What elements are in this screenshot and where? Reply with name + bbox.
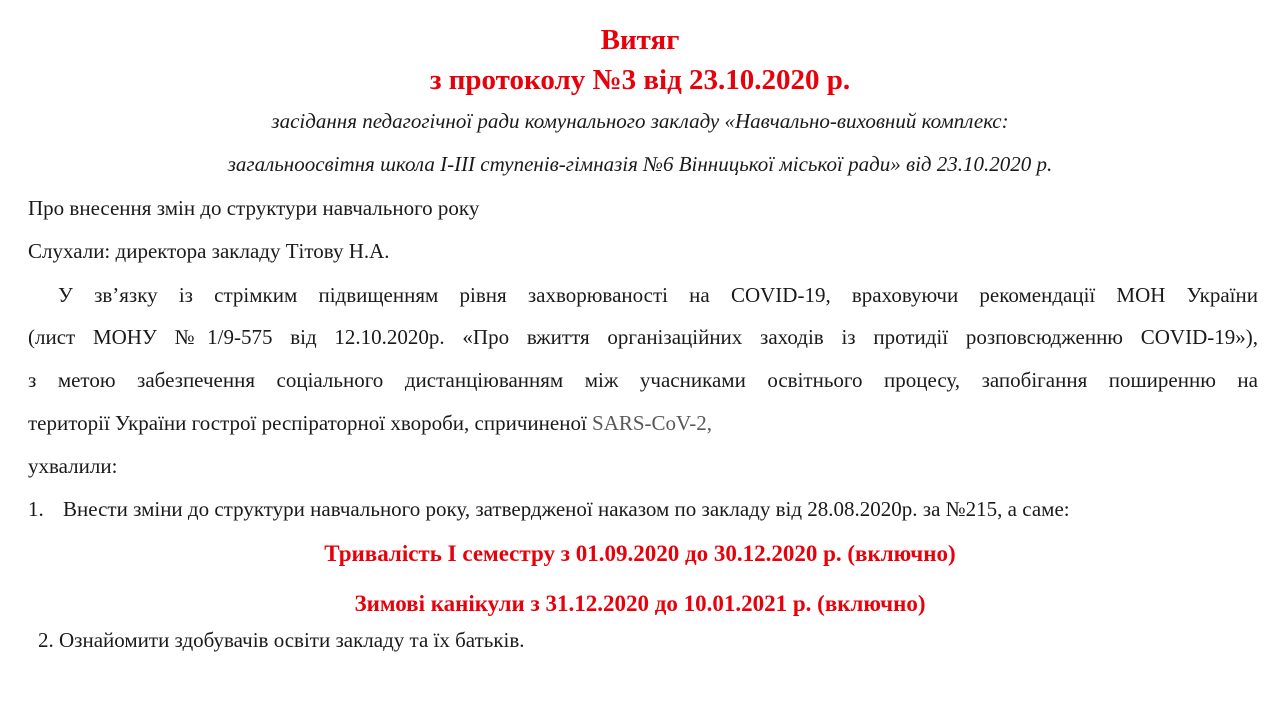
meeting-description-line1: засідання педагогічної ради комунального закладу «Навчально-виховний комплекс: — [271, 109, 1009, 133]
resolved-label: ухвалили: — [28, 454, 118, 478]
paragraph-line4 — [28, 409, 712, 437]
agenda-topic: Про внесення змін до структури навчального року — [28, 196, 480, 220]
item1-text: Внести зміни до структури навчального року, затвердженої наказом по закладу від 28.08.2020р. за №215, а саме: — [63, 497, 1070, 521]
paragraph-line3: з метою забезпечення соціального дистанціюванням між учасниками освітнього процесу, запобігання поширенню на — [28, 368, 1258, 392]
item1-number: 1. — [28, 497, 44, 521]
virus-name: SARS-CoV-2, — [592, 411, 713, 435]
protocol-heading: з протоколу №3 від 23.10.2020 р. — [429, 64, 851, 96]
document-title: Витяг — [600, 24, 680, 56]
resolution-item-1 — [28, 495, 1070, 523]
meeting-description-line2: загальноосвітня школа І-ІІІ ступенів-гімназія №6 Вінницької міської ради» від 23.10.2020 р. — [227, 152, 1053, 176]
holiday-dates: Зимові канікули з 31.12.2020 до 10.01.2021 р. (включно) — [354, 591, 926, 616]
paragraph-line2: (лист МОНУ №1/9-575 від 12.10.2020р. «Про вжиття організаційних заходів із протидії розповсюдженню COVID-19»), — [28, 325, 1258, 349]
paragraph-line1: У зв’язку із стрімким підвищенням рівня захворюваності на COVID-19, враховуючи рекомендації МОН України — [58, 283, 1258, 307]
resolution-item-2: 2. Ознайомити здобувачів освіти закладу та їх батьків. — [38, 628, 525, 652]
paragraph-line4-text: території України гострої респіраторної хвороби, спричиненої — [28, 411, 593, 435]
heard-speaker: Слухали: директора закладу Тітову Н.А. — [28, 239, 390, 263]
semester-dates: Тривалість І семестру з 01.09.2020 до 30.12.2020 р. (включно) — [324, 541, 956, 566]
